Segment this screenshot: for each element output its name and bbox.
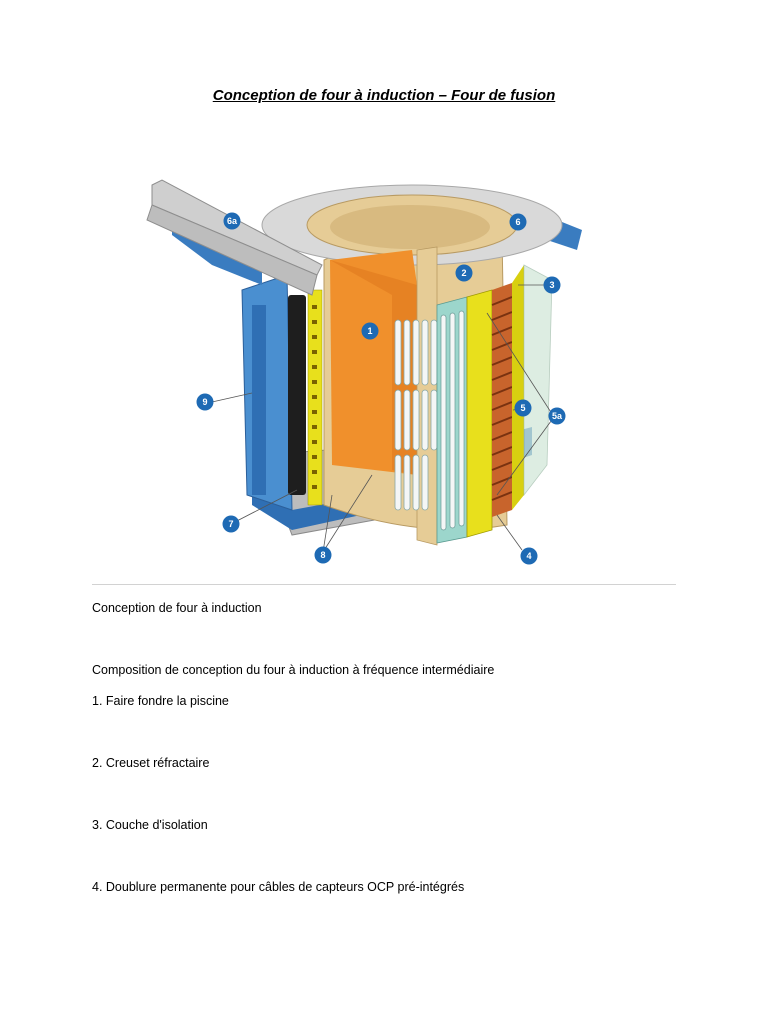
- list-item-4: 4. Doublure permanente pour câbles de capteurs OCP pré-intégrés: [92, 880, 465, 894]
- figure-divider: [92, 584, 676, 585]
- callout-5: [515, 400, 532, 417]
- callout-4: [521, 548, 538, 565]
- induction-furnace-diagram: [92, 165, 676, 585]
- svg-text:6: 6: [515, 217, 521, 227]
- callout-3: [544, 277, 561, 294]
- callout-1: [362, 323, 379, 340]
- insulation-pipes: [441, 311, 464, 530]
- svg-text:8: 8: [320, 550, 326, 560]
- callout-6: [510, 214, 527, 231]
- svg-text:5a: 5a: [551, 411, 563, 421]
- svg-text:4: 4: [526, 551, 532, 561]
- svg-text:2: 2: [461, 268, 467, 278]
- list-item-1: 1. Faire fondre la piscine: [92, 694, 229, 708]
- svg-text:9: 9: [202, 397, 208, 407]
- section-heading: Conception de four à induction: [92, 601, 262, 615]
- permanent-lining: [467, 290, 492, 537]
- callout-7: [223, 516, 240, 533]
- crucible-opening-inner: [330, 205, 490, 249]
- intro-paragraph: Composition de conception du four à induction à fréquence intermédiaire: [92, 663, 495, 677]
- svg-text:6a: 6a: [226, 216, 238, 226]
- page-title: Conception de four à induction – Four de fusion: [212, 87, 556, 104]
- svg-text:7: 7: [228, 519, 234, 529]
- callout-6a: [224, 213, 241, 230]
- outer-cover: [524, 265, 555, 495]
- frame-left: [242, 275, 292, 510]
- callout-5a: [549, 408, 566, 425]
- svg-text:5: 5: [520, 403, 526, 413]
- hydraulic-cylinder: [288, 295, 306, 495]
- svg-text:3: 3: [549, 280, 555, 290]
- outer-yellow-shell: [512, 265, 524, 510]
- svg-text:1: 1: [367, 326, 373, 336]
- callout-9: [197, 394, 214, 411]
- callout-2: [456, 265, 473, 282]
- list-item-2: 2. Creuset réfractaire: [92, 756, 210, 770]
- callout-8: [315, 547, 332, 564]
- frame-left-post: [252, 305, 266, 495]
- list-item-3: 3. Couche d'isolation: [92, 818, 208, 832]
